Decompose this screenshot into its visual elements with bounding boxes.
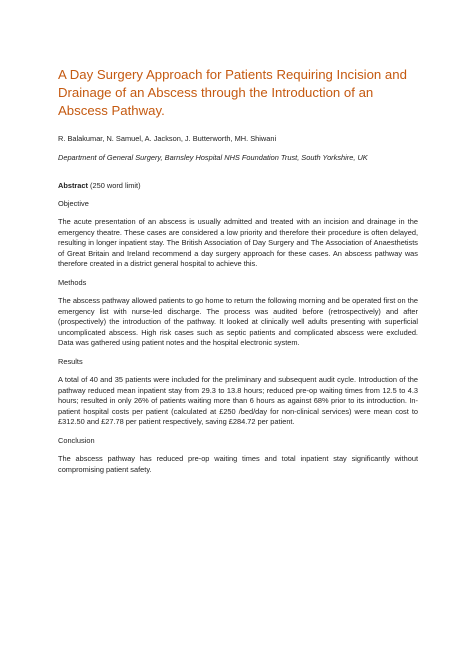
author-list: R. Balakumar, N. Samuel, A. Jackson, J. Butterworth, MH. Shiwani [58, 134, 277, 143]
abstract-heading [58, 181, 418, 191]
paper-body [58, 66, 418, 483]
objective-heading: Objective [58, 199, 89, 208]
affiliation: Department of General Surgery, Barnsley Hospital NHS Foundation Trust, South Yorkshire, UK [58, 153, 368, 162]
abstract-label: Abstract [58, 181, 88, 190]
methods-heading: Methods [58, 277, 87, 287]
results-heading: Results [58, 356, 83, 366]
objective-paragraph: The acute presentation of an abscess is usually admitted and treated with an incision and drainage in the emergency theatre. These cases are considered a low priority and therefore their procedure is often delayed, resulting in longer inpatient stay. The British Association of Day Surgery and The Association of Anaesthetists of Great Britain and Ireland recommend a day surgery approach for these cases. An abscess pathway was therefore created in a district general hospital to achieve this. [58, 217, 418, 269]
methods-paragraph: The abscess pathway allowed patients to go home to return the following morning and be operated first on the emergency list with nurse-led discharge. The process was audited before (retrospectively) and after (prospectively) the introduction of the pathway. It looked at clinically well adults presenting with superficial uncomplicated abscess. High risk cases such as septic patients and complicated abscess were excluded. Data was gathered using patient notes and the hospital electronic system. [58, 295, 418, 348]
abstract-word-limit: (250 word limit) [87, 181, 141, 190]
conclusion-paragraph: The abscess pathway has reduced pre-op waiting times and total inpatient stay significantly without compromising patient safety. [58, 453, 418, 474]
conclusion-heading: Conclusion [58, 435, 95, 445]
paper-title: A Day Surgery Approach for Patients Requiring Incision and Drainage of an Abscess through the Introduction of an Abscess Pathway. [58, 67, 407, 118]
results-paragraph: A total of 40 and 35 patients were included for the preliminary and subsequent audit cycle. Introduction of the pathway reduced mean inpatient stay from 29.3 to 13.8 hours; reduced pre-op waiting times from 12.5 to 4.3 hours; resulted in only 26% of patients waiting more than 6 hours as against 68% prior to its introduction. In-patient hospital costs per patient (calculated at £250 /bed/day for non-clinical services) were mean cost to £312.50 and £27.78 per patient respectively, saving £284.72 per patient. [58, 374, 418, 427]
